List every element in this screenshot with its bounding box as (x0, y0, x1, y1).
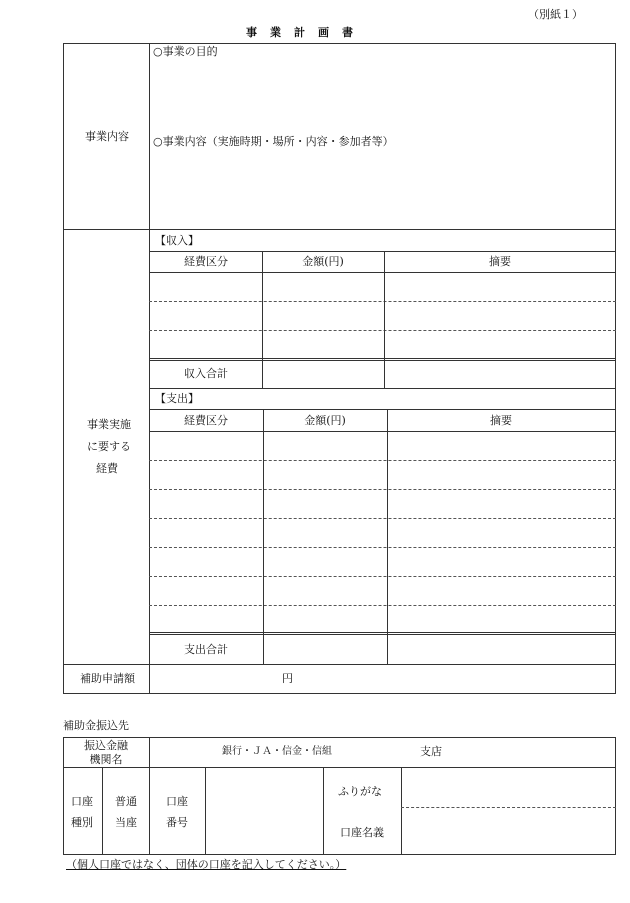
subsidy-request-unit: 円 (282, 672, 293, 685)
institution-types: 銀行・ＪＡ・信金・信組 (222, 746, 332, 757)
furigana-label: ふりがな (338, 785, 382, 798)
institution-label-2: 機関名 (89, 753, 123, 766)
account-name-field[interactable] (402, 809, 615, 854)
income-heading: 【収入】 (155, 234, 199, 247)
account-number-label-1: 口座 (166, 795, 188, 808)
income-total-label: 収入合計 (184, 367, 228, 380)
expenses-label-1: 事業実施 (87, 418, 131, 431)
bank-heading: 補助金振込先 (63, 719, 129, 732)
details-label: ○事業内容（実施時期・場所・内容・参加者等） (153, 135, 394, 148)
institution-label-1: 振込金融 (84, 739, 128, 752)
expense-col-note: 摘要 (490, 414, 512, 427)
details-field[interactable] (150, 150, 615, 228)
account-name-label: 口座名義 (340, 826, 384, 839)
income-col-category: 経費区分 (184, 255, 228, 268)
account-note: （個人口座ではなく、団体の口座を記入してください。） (66, 858, 347, 871)
income-col-amount: 金額(円) (302, 255, 344, 268)
page-title: 事 業 計 画 書 (246, 26, 354, 39)
account-type-label-2: 種別 (71, 816, 93, 829)
income-col-note: 摘要 (489, 255, 511, 268)
purpose-label: ○事業の目的 (153, 45, 218, 58)
account-number-field[interactable] (206, 768, 322, 854)
expense-col-category: 経費区分 (184, 414, 228, 427)
account-number-label-2: 番号 (166, 816, 188, 829)
ordinary-option[interactable]: 普通 (115, 795, 137, 808)
expense-col-amount: 金額(円) (304, 414, 346, 427)
subsidy-request-label: 補助申請額 (80, 672, 135, 685)
expenses-label-2: に要する (87, 440, 131, 453)
expense-heading: 【支出】 (155, 392, 199, 405)
expenses-label-3: 経費 (96, 462, 118, 475)
purpose-field[interactable] (150, 60, 615, 130)
content-label: 事業内容 (85, 130, 129, 143)
checking-option[interactable]: 当座 (115, 816, 137, 829)
furigana-field[interactable] (402, 768, 615, 806)
attachment-label: （別紙１） (528, 8, 583, 21)
expense-total-label: 支出合計 (184, 643, 228, 656)
account-type-label-1: 口座 (71, 795, 93, 808)
branch-label: 支店 (420, 745, 442, 758)
